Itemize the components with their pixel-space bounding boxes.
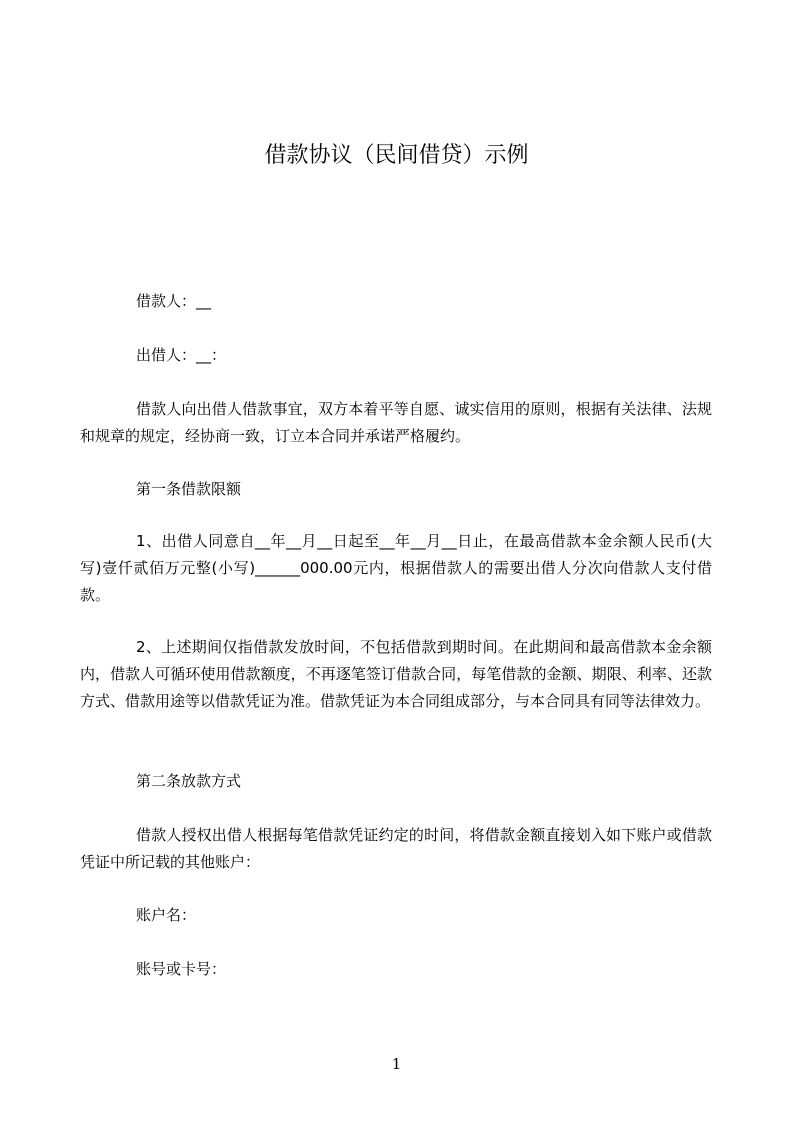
page-number: 1 xyxy=(391,1055,402,1073)
article2-body: 借款人授权出借人根据每笔借款凭证约定的时间，将借款金额直接划入如下账户或借款凭证中所记载的其他账户： xyxy=(80,826,712,871)
article1-clause1: 1、出借人同意自__年__月__日起至__年__月__日止，在最高借款本金余额人民币(大写)壹仟贰佰万元整(小写)______000.00元内，根据借款人的需要出借人分次向借款人支付借款。 xyxy=(80,532,712,604)
article1-clause2: 2、上述期间仅指借款发放时间，不包括借款到期时间。在此期间和最高借款本金余额内，借款人可循环使用借款额度，不再逐笔签订借款合同，每笔借款的金额、期限、利率、还款方式、借款用途等以借款凭证为准。借款凭证为本合同组成部分，与本合同具有同等法律效力。 xyxy=(80,638,712,710)
document-title: 借款协议（民间借贷）示例 xyxy=(264,143,529,168)
article2-heading: 第二条放款方式 xyxy=(136,772,242,790)
account-name-label: 账户名： xyxy=(136,906,197,924)
borrower-line: 借款人：__ xyxy=(136,292,212,310)
account-number-label: 账号或卡号： xyxy=(136,960,227,978)
intro-paragraph: 借款人向出借人借款事宜，双方本着平等自愿、诚实信用的原则，根据有关法律、法规和规章的规定，经协商一致，订立本合同并承诺严格履约。 xyxy=(80,400,712,445)
lender-line: 出借人：__： xyxy=(136,346,227,364)
article1-heading: 第一条借款限额 xyxy=(136,480,242,498)
